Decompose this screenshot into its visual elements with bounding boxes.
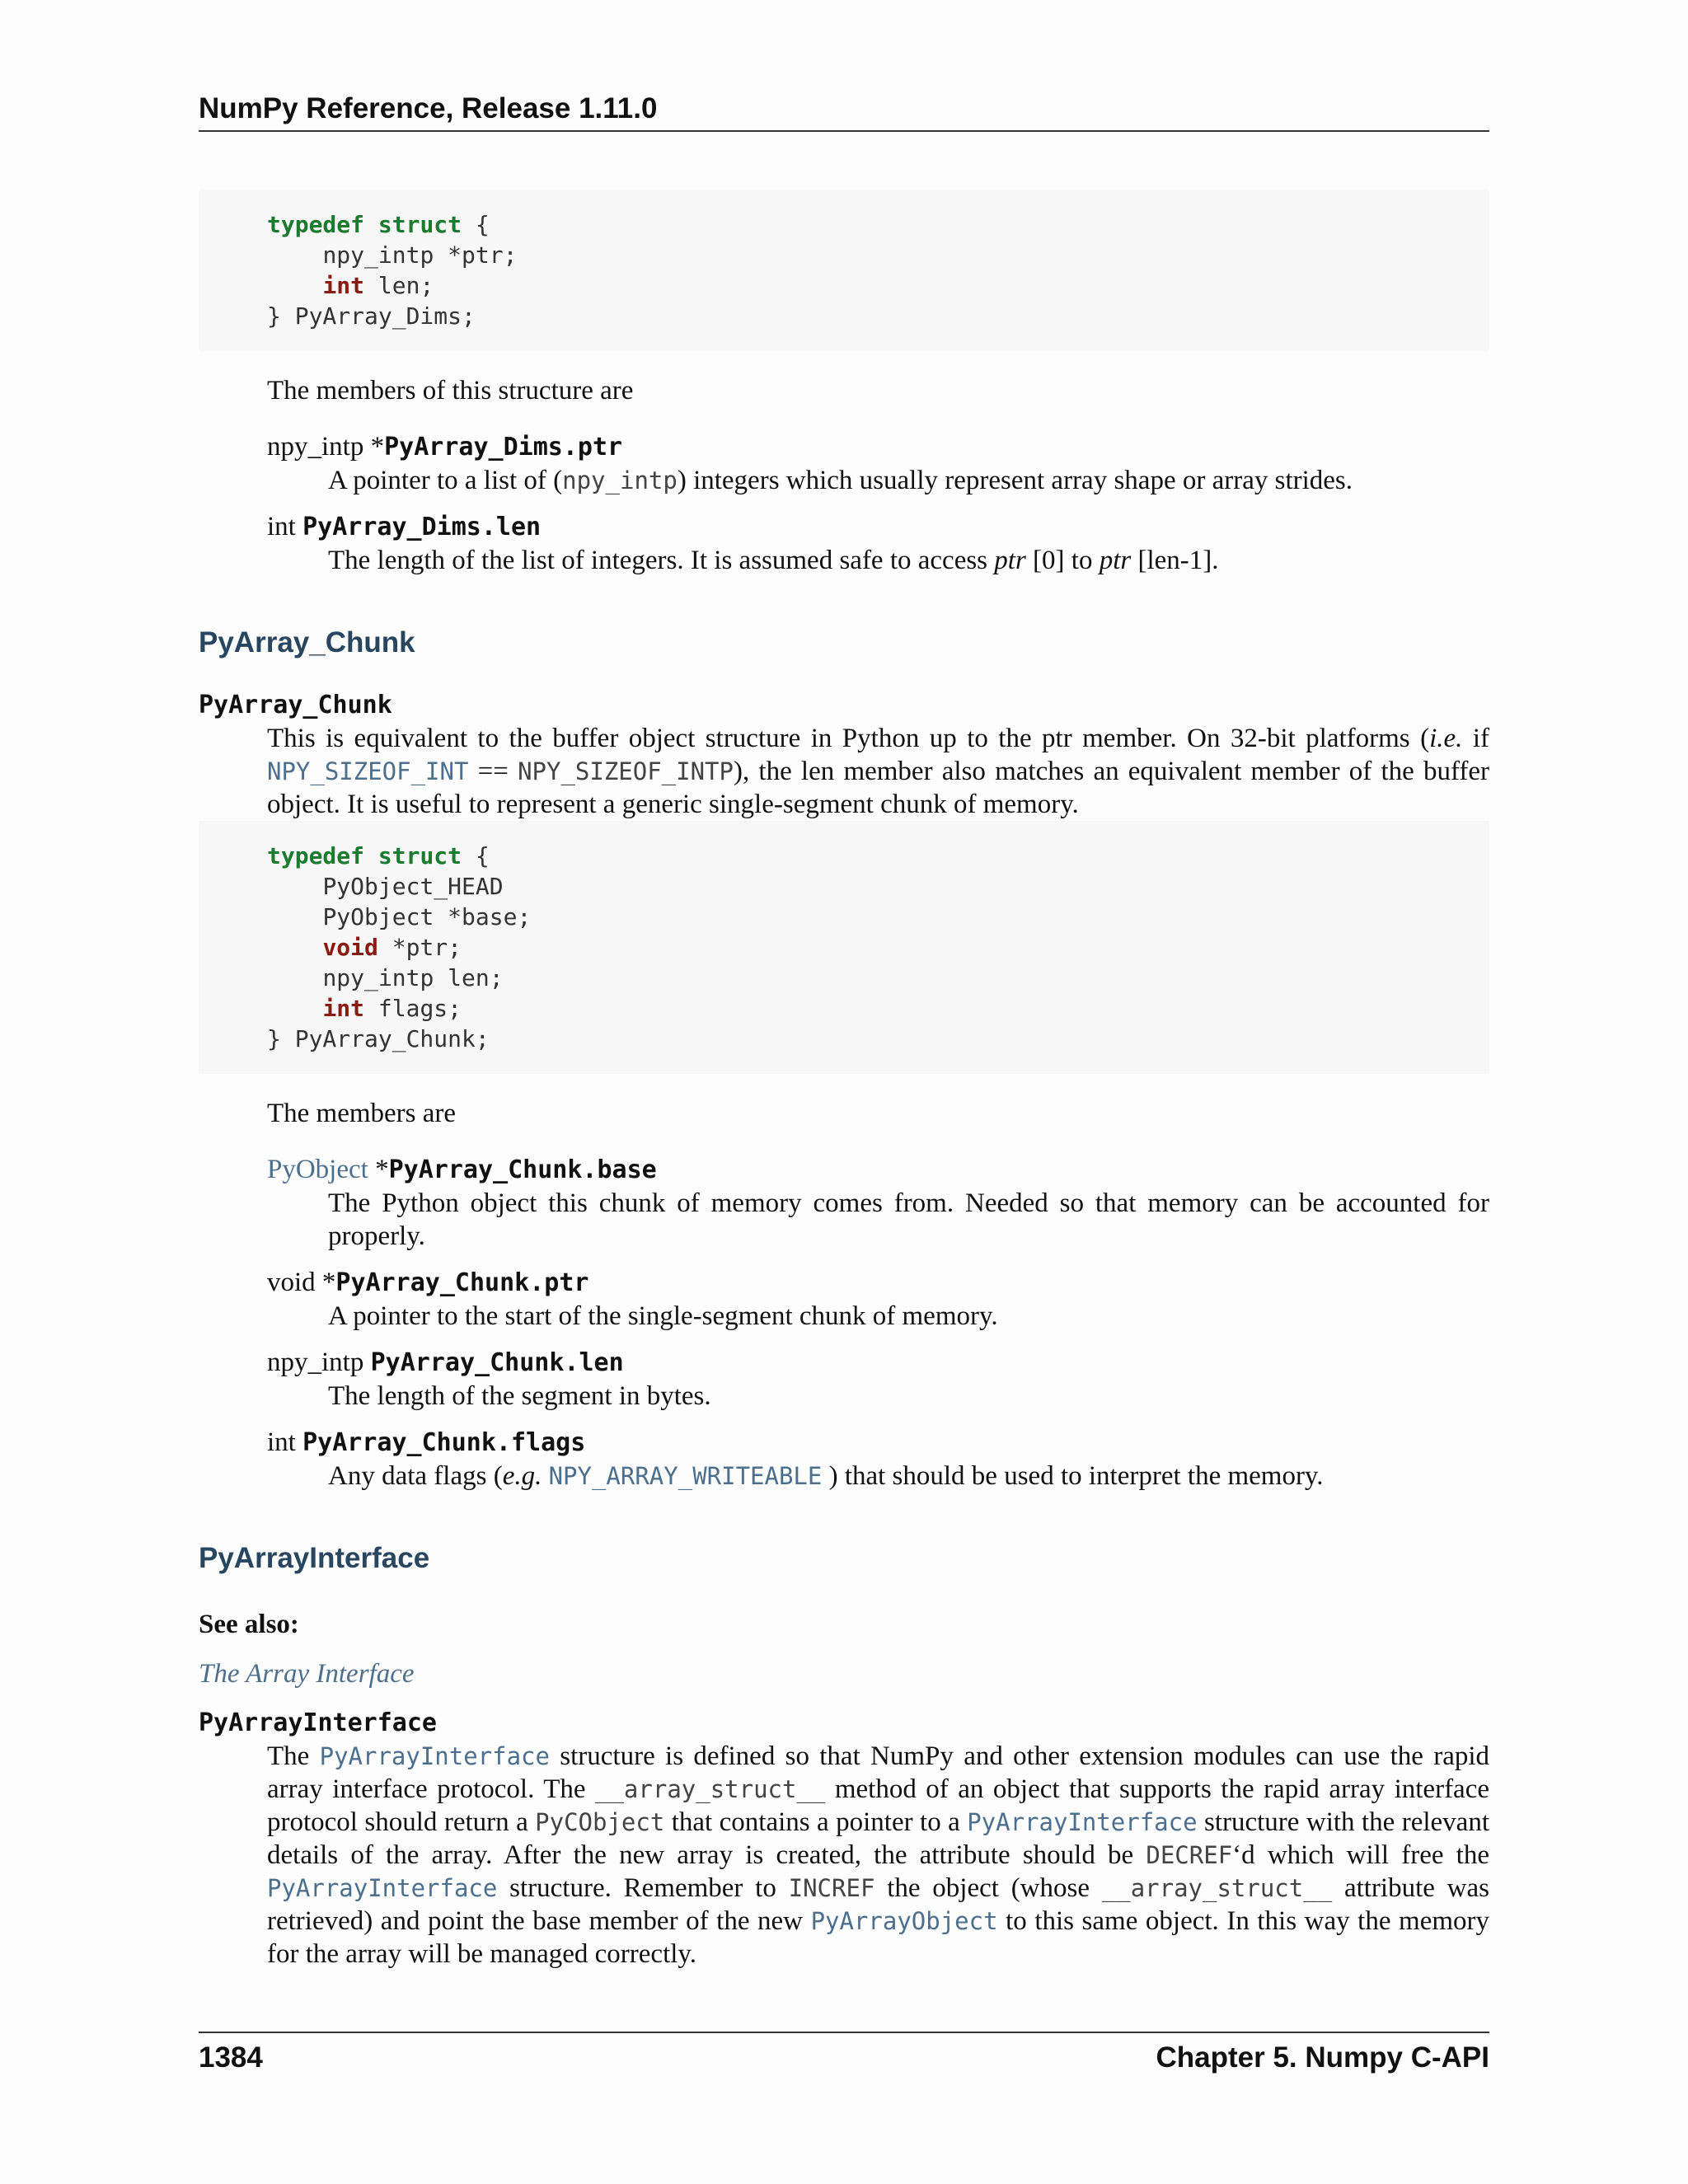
dims-members-intro: The members of this structure are [267,376,634,405]
interface-name: PyArrayInterface [199,1708,437,1737]
page-content [199,190,1489,1971]
dims-code-block [199,190,1489,351]
dims-members [267,374,1489,577]
member-description: The length of the segment in bytes. [328,1381,711,1411]
chunk-code-block [199,821,1489,1074]
chapter-title: Chapter 5. Numpy C-API [1156,2041,1489,2074]
page-header [199,92,1489,132]
chunk-members-intro: The members are [267,1099,457,1128]
code-line: typedef struct { [267,211,490,238]
member-name: PyArray_Dims.len [302,513,542,541]
member-description: A pointer to the start of the single-segment chunk of memory. [328,1301,998,1331]
link-pyobject[interactable]: PyObject [267,1155,368,1184]
see-also-link[interactable]: The Array Interface [199,1659,415,1689]
code-line: int len; [322,272,434,299]
code-line: PyObject *base; [322,903,532,930]
member-signature: npy_intp *PyArray_Dims.ptr [267,432,623,462]
section-title-chunk: PyArray_Chunk [199,626,415,658]
page-number: 1384 [199,2041,263,2074]
interface-description: The PyArrayInterface structure is defined so that NumPy and other extension modules can use the rapid array interface protocol. The __array_struct__ method of an object that supports the rapid array interface protocol should return a PyCObject that contains a pointer to a PyArrayInterface structure with the relevant details of the array. After the new array is created, the attribute should be DECREF‘d which will free the PyArrayInterface structure. Remember to INCREF the object (whose __array_struct__ attribute was retrieved) and point the base member of the new PyArrayObject to this same object. In this way the memory for the array will be managed correctly. [267,1741,1490,1969]
link-pyarrayobject[interactable]: PyArrayObject [810,1907,998,1935]
chunk-description: This is equivalent to the buffer object structure in Python up to the ptr member. On 32-bit platforms (i.e. if NPY_SIZEOF_INT == NPY_SIZEOF_INTP), the len member also matches an equivalent member of the buffer object. It is useful to represent a generic single-segment chunk of memory. [267,724,1489,819]
code-line: typedef struct { [267,842,490,869]
code-line: } PyArray_Dims; [267,302,476,330]
code-line: int flags; [322,995,462,1022]
member-name: PyArray_Chunk.ptr [335,1268,589,1297]
code-line: void *ptr; [322,934,462,961]
member-description: A pointer to a list of (npy_intp) integers which usually represent array shape or array strides. [328,466,1353,495]
code-line: } PyArray_Chunk; [267,1025,490,1052]
member-name: PyArray_Chunk.len [370,1348,624,1377]
section-title-interface: PyArrayInterface [199,1542,430,1574]
see-also-heading: See also: [199,1610,299,1639]
chunk-members [267,1097,1489,1493]
member-description: The Python object this chunk of memory comes from. Needed so that memory can be accounted for properly. [328,1188,1489,1251]
page-footer [199,2032,1489,2074]
link-pyarrayinterface[interactable]: PyArrayInterface [319,1742,550,1770]
link-pyarrayinterface[interactable]: PyArrayInterface [967,1808,1198,1836]
member-description: Any data flags (e.g. NPY_ARRAY_WRITEABLE ) that should be used to interpret the memory. [328,1461,1324,1491]
member-signature: int PyArray_Dims.len [267,512,542,541]
member-name: PyArray_Chunk.base [388,1155,657,1184]
member-description: The length of the list of integers. It is assumed safe to access ptr [0] to ptr [len-1]. [328,546,1219,575]
member-name: PyArray_Chunk.flags [302,1428,586,1457]
member-signature: PyObject *PyArray_Chunk.base [267,1155,657,1184]
member-name: PyArray_Dims.ptr [384,433,623,462]
member-signature: void *PyArray_Chunk.ptr [267,1268,589,1297]
member-signature: npy_intp PyArray_Chunk.len [267,1347,624,1377]
chunk-body [267,722,1489,821]
link-npy-sizeof-int[interactable]: NPY_SIZEOF_INT [267,757,469,785]
code-line: npy_intp *ptr; [322,241,518,269]
header-title: NumPy Reference, Release 1.11.0 [199,92,658,124]
member-signature: int PyArray_Chunk.flags [267,1427,586,1457]
code-line: npy_intp len; [322,964,504,991]
link-pyarrayinterface[interactable]: PyArrayInterface [267,1874,498,1902]
link-npy-array-writeable[interactable]: NPY_ARRAY_WRITEABLE [548,1462,823,1490]
chunk-name: PyArray_Chunk [199,691,392,719]
interface-body [267,1740,1489,1971]
code-line: PyObject_HEAD [322,873,504,900]
